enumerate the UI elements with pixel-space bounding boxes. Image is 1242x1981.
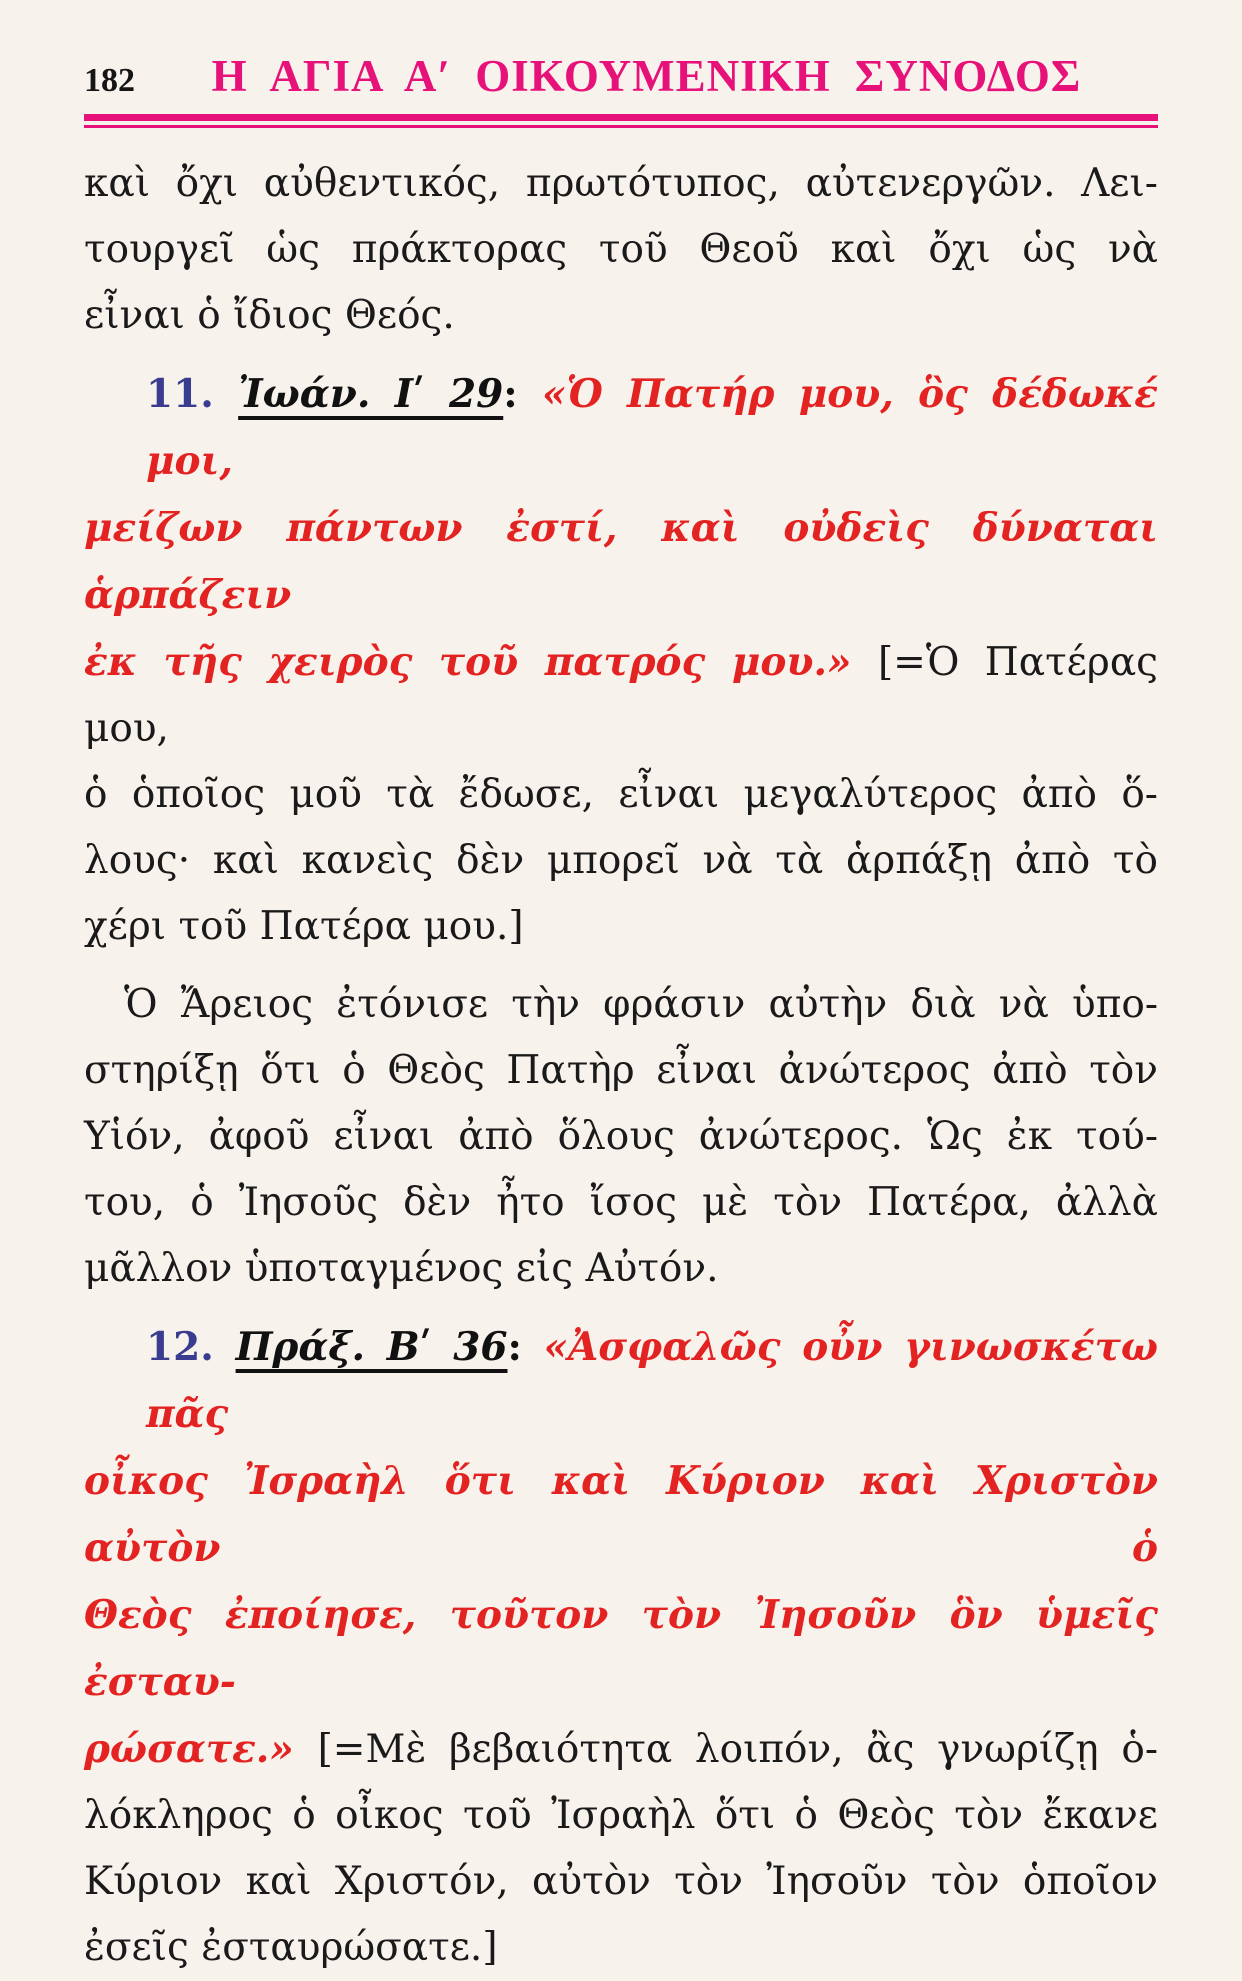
body-text: Κύριον καὶ Χριστόν, αὐτὸν τὸν Ἰησοῦν τὸν ὁποῖον [84,1859,1158,1904]
body-text: χέρι τοῦ Πατέρα μου.] [84,904,524,949]
body-text: [=Ὁ Πατέρας μου, [84,640,1158,751]
scripture-reference: Ἰωάν. Ιʹ 29 [238,371,504,417]
body-text: λόκληρος ὁ οἶκος τοῦ Ἰσραὴλ ὅτι ὁ Θεὸς τὸν ἔκανε [84,1793,1158,1838]
text-line [84,1170,1158,1236]
text-line [84,217,1158,283]
page-header [84,50,1158,102]
body-text: καὶ ὄχι αὐθεντικός, πρωτότυπος, αὐτενεργῶν. Λει- [84,161,1158,206]
reference-colon: : [507,1324,544,1370]
body-text: εἶναι ὁ ἴδιος Θεός. [84,293,455,338]
text-line [84,828,1158,894]
text-line [84,1915,1158,1981]
text-line [84,1104,1158,1170]
body-text: Υἱόν, ἀφοῦ εἶναι ἀπὸ ὅλους ἀνώτερος. Ὡς ἐκ τού- [84,1114,1158,1159]
body-text: Ὁ Ἄρειος ἐτόνισε τὴν φράσιν αὐτὴν διὰ νὰ ὑπο- [124,982,1158,1027]
text-line [84,361,1158,495]
body-text: τουργεῖ ὡς πράκτορας τοῦ Θεοῦ καὶ ὄχι ὡς νὰ [84,227,1158,272]
text-line [84,629,1158,762]
scripture-quote: Θεὸς ἐποίησε, τοῦτον τὸν Ἰησοῦν ὃν ὑμεῖς ἐσταυ- [84,1592,1158,1705]
body-text: ὁ ὁποῖος μοῦ τὰ ἔδωσε, εἶναι μεγαλύτερος ἀπὸ ὅ- [84,772,1158,817]
text-line [84,1314,1158,1448]
body-text: του, ὁ Ἰησοῦς δὲν ἦτο ἴσος μὲ τὸν Πατέρα, ἀλλὰ [84,1180,1158,1225]
scripture-quote: μείζων πάντων ἐστί, καὶ οὐδεὶς δύναται ἁρπάζειν [84,505,1158,618]
divider-thin-line [84,125,1158,128]
text-line [84,1236,1158,1302]
scripture-quote: ἐκ τῆς χειρὸς τοῦ πατρός μου.» [84,639,878,685]
text-line [84,151,1158,217]
text-line [84,972,1158,1038]
header-divider [84,114,1158,128]
body-text: λους· καὶ κανεὶς δὲν μπορεῖ νὰ τὰ ἁρπάξῃ ἀπὸ τὸ [84,838,1158,883]
text-line [84,1783,1158,1849]
text-line [84,894,1158,960]
text-line [84,1448,1158,1582]
item-number: 11. [146,371,239,417]
body-text: στηρίξῃ ὅτι ὁ Θεὸς Πατὴρ εἶναι ἀνώτερος ἀπὸ τὸν [84,1048,1158,1093]
page-body [84,151,1158,1981]
scripture-quote: οἶκος Ἰσραὴλ ὅτι καὶ Κύριον καὶ Χριστὸν αὐτὸν ὁ [84,1458,1158,1571]
text-line [84,283,1158,349]
text-line [84,1582,1158,1716]
body-text: μᾶλλον ὑποταγμένος εἰς Αὐτόν. [84,1246,719,1291]
body-text: ἐσεῖς ἐσταυρώσατε.] [84,1925,498,1970]
scripture-quote: ρώσατε.» [84,1726,318,1772]
page-number: 182 [84,62,135,99]
scripture-quote: «Ὁ Πατήρ μου, ὃς δέδωκέ μοι, [146,371,1158,484]
reference-colon: : [503,371,542,417]
text-line [84,762,1158,828]
divider-thick-line [84,114,1158,121]
text-line [84,495,1158,629]
scripture-reference: Πράξ. Βʹ 36 [235,1324,508,1370]
body-text: [=Μὲ βεβαιότητα λοιπόν, ἂς γνωρίζῃ ὁ- [317,1727,1158,1772]
scripture-quote: «Ἀσφαλῶς οὖν γινωσκέτω πᾶς [146,1324,1158,1437]
text-line [84,1849,1158,1915]
text-line [84,1038,1158,1104]
text-line [84,1716,1158,1783]
item-number: 12. [146,1324,236,1370]
page-title: Η ΑΓΙΑ Αʹ ΟΙΚΟΥΜΕΝΙΚΗ ΣΥΝΟΔΟΣ [211,51,1082,101]
